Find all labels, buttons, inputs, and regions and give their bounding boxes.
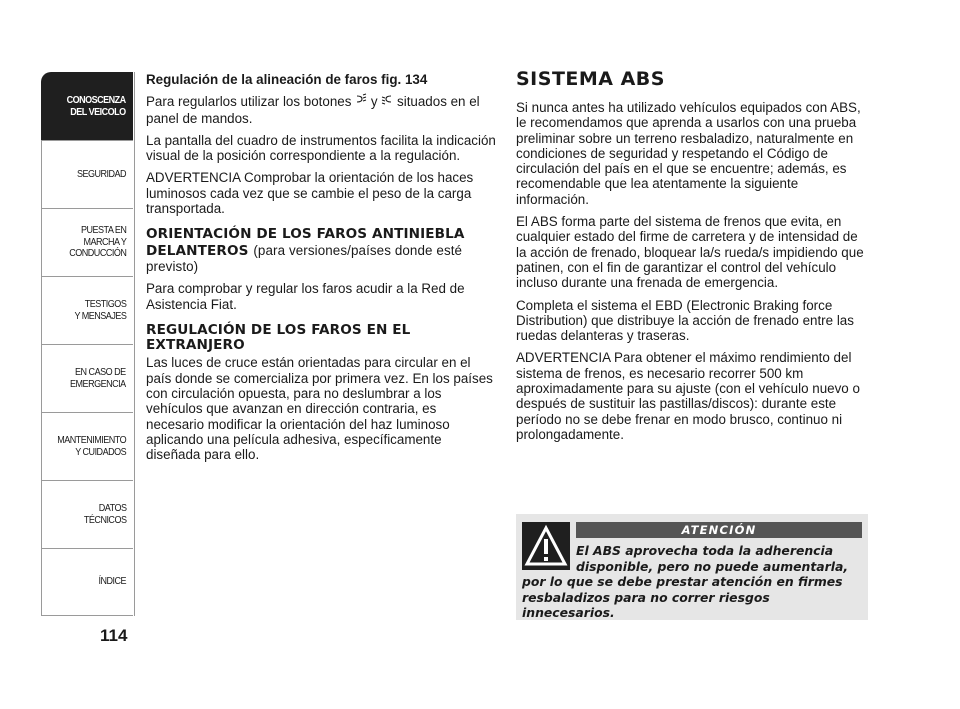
heading-text: ORIENTACIÓN DE LOS FAROS ANTINIEBLA DELANTEROS xyxy=(146,226,465,259)
tab-datos-tecnicos[interactable] xyxy=(41,480,133,548)
paragraph-buttons xyxy=(146,93,498,126)
text: Para regularlos utilizar los botones xyxy=(146,94,356,110)
heading-abroad: REGULACIÓN DE LOS FAROS EN EL EXTRANJERO xyxy=(146,321,411,354)
page-number: 114 xyxy=(100,626,128,645)
warning-text xyxy=(522,543,864,621)
tab-label: CONOSCENZA DEL VEICOLO xyxy=(66,94,126,118)
right-column xyxy=(516,68,868,449)
warning-line: El ABS aprovecha toda la adherencia xyxy=(576,543,834,558)
paragraph: La pantalla del cuadro de instrumentos facilita la indicación visual de la posición correspondiente a la regulación. xyxy=(146,132,496,164)
heading-note: (para versiones/países donde esté previsto) xyxy=(146,242,463,274)
tab-mantenimiento[interactable] xyxy=(41,412,133,480)
headlight-adjust-down-icon xyxy=(381,96,393,108)
subsection-title: Regulación de la alineación de faros fig. 134 xyxy=(146,72,428,87)
heading-fog-lights xyxy=(146,227,498,275)
tab-seguridad[interactable] xyxy=(41,140,133,208)
section-title: SISTEMA ABS xyxy=(516,68,665,90)
tab-conoscenza-del-veicolo[interactable] xyxy=(41,72,133,140)
tab-puesta-en-marcha[interactable] xyxy=(41,208,133,276)
text: y xyxy=(367,94,382,110)
tab-label: PUESTA EN MARCHA Y CONDUCCIÓN xyxy=(68,224,126,260)
tab-label: ÍNDICE xyxy=(98,575,126,588)
warning-heading: ATENCIÓN xyxy=(576,522,862,538)
paragraph: El ABS forma parte del sistema de frenos que evita, en cualquier estado del firme de carretera y de intensidad de la acción de frenado, bloquear la/s rueda/s impidiendo que patinen, con el fin de garantizar el control del vehículo incluso durante una frenada de emergencia. xyxy=(516,214,864,291)
warning-line: por lo que se debe prestar atención en firmes resbaladizos para no correr riesgos innecesarios. xyxy=(522,574,843,620)
tab-label: TESTIGOS Y MENSAJES xyxy=(74,298,126,322)
tab-label: EN CASO DE EMERGENCIA xyxy=(70,366,126,390)
paragraph: Si nunca antes ha utilizado vehículos equipados con ABS, le recomendamos que aprenda a usarlos con una prueba preliminar sobre un terreno resbaladizo, naturalmente en condiciones de seguridad y respetando el Código de circulación del país en el que se encuentre; además, es recomendable que lea atentamente la siguiente información. xyxy=(516,100,861,207)
text: situados en el panel de mandos. xyxy=(146,94,480,126)
paragraph: Completa el sistema el EBD (Electronic Braking force Distribution) que distribuye la acción de frenado entre las ruedas delanteras y traseras. xyxy=(516,297,854,344)
tab-testigos-y-mensajes[interactable] xyxy=(41,276,133,344)
warning-box xyxy=(516,514,868,620)
tab-label: DATOS TÉCNICOS xyxy=(83,502,126,526)
tab-label: MANTENIMIENTO Y CUIDADOS xyxy=(57,434,126,458)
headlight-adjust-up-icon xyxy=(355,96,367,108)
paragraph: Las luces de cruce están orientadas para circular en el país donde se comercializa por primera vez. En los países con circulación opuesta, para no deslumbrar a los vehículos que avanzan en dirección contraria, es necesario modificar la orientación del haz luminoso aplicando una película adhesiva, específicamente diseñada para ello. xyxy=(146,355,493,463)
paragraph: Para comprobar y regular los faros acudir a la Red de Asistencia Fiat. xyxy=(146,281,465,312)
paragraph-advertencia: ADVERTENCIA Comprobar la orientación de los haces luminosos cada vez que se cambie el peso de la carga transportada. xyxy=(146,170,474,217)
sidebar-divider xyxy=(134,72,135,616)
left-column xyxy=(146,72,498,470)
tab-label: SEGURIDAD xyxy=(76,167,126,180)
warning-line: disponible, pero no puede aumentarla, xyxy=(576,558,849,574)
paragraph-advertencia: ADVERTENCIA Para obtener el máximo rendimiento del sistema de frenos, es necesario recorrer 500 km aproximadamente para su ajuste (con el vehículo nuevo o después de sustituir las pastillas/discos): durante este período no se debe frenar en modo brusco, continuo ni prolongadamente. xyxy=(516,350,860,442)
tab-indice[interactable] xyxy=(41,548,133,616)
tab-en-caso-de-emergencia[interactable] xyxy=(41,344,133,412)
